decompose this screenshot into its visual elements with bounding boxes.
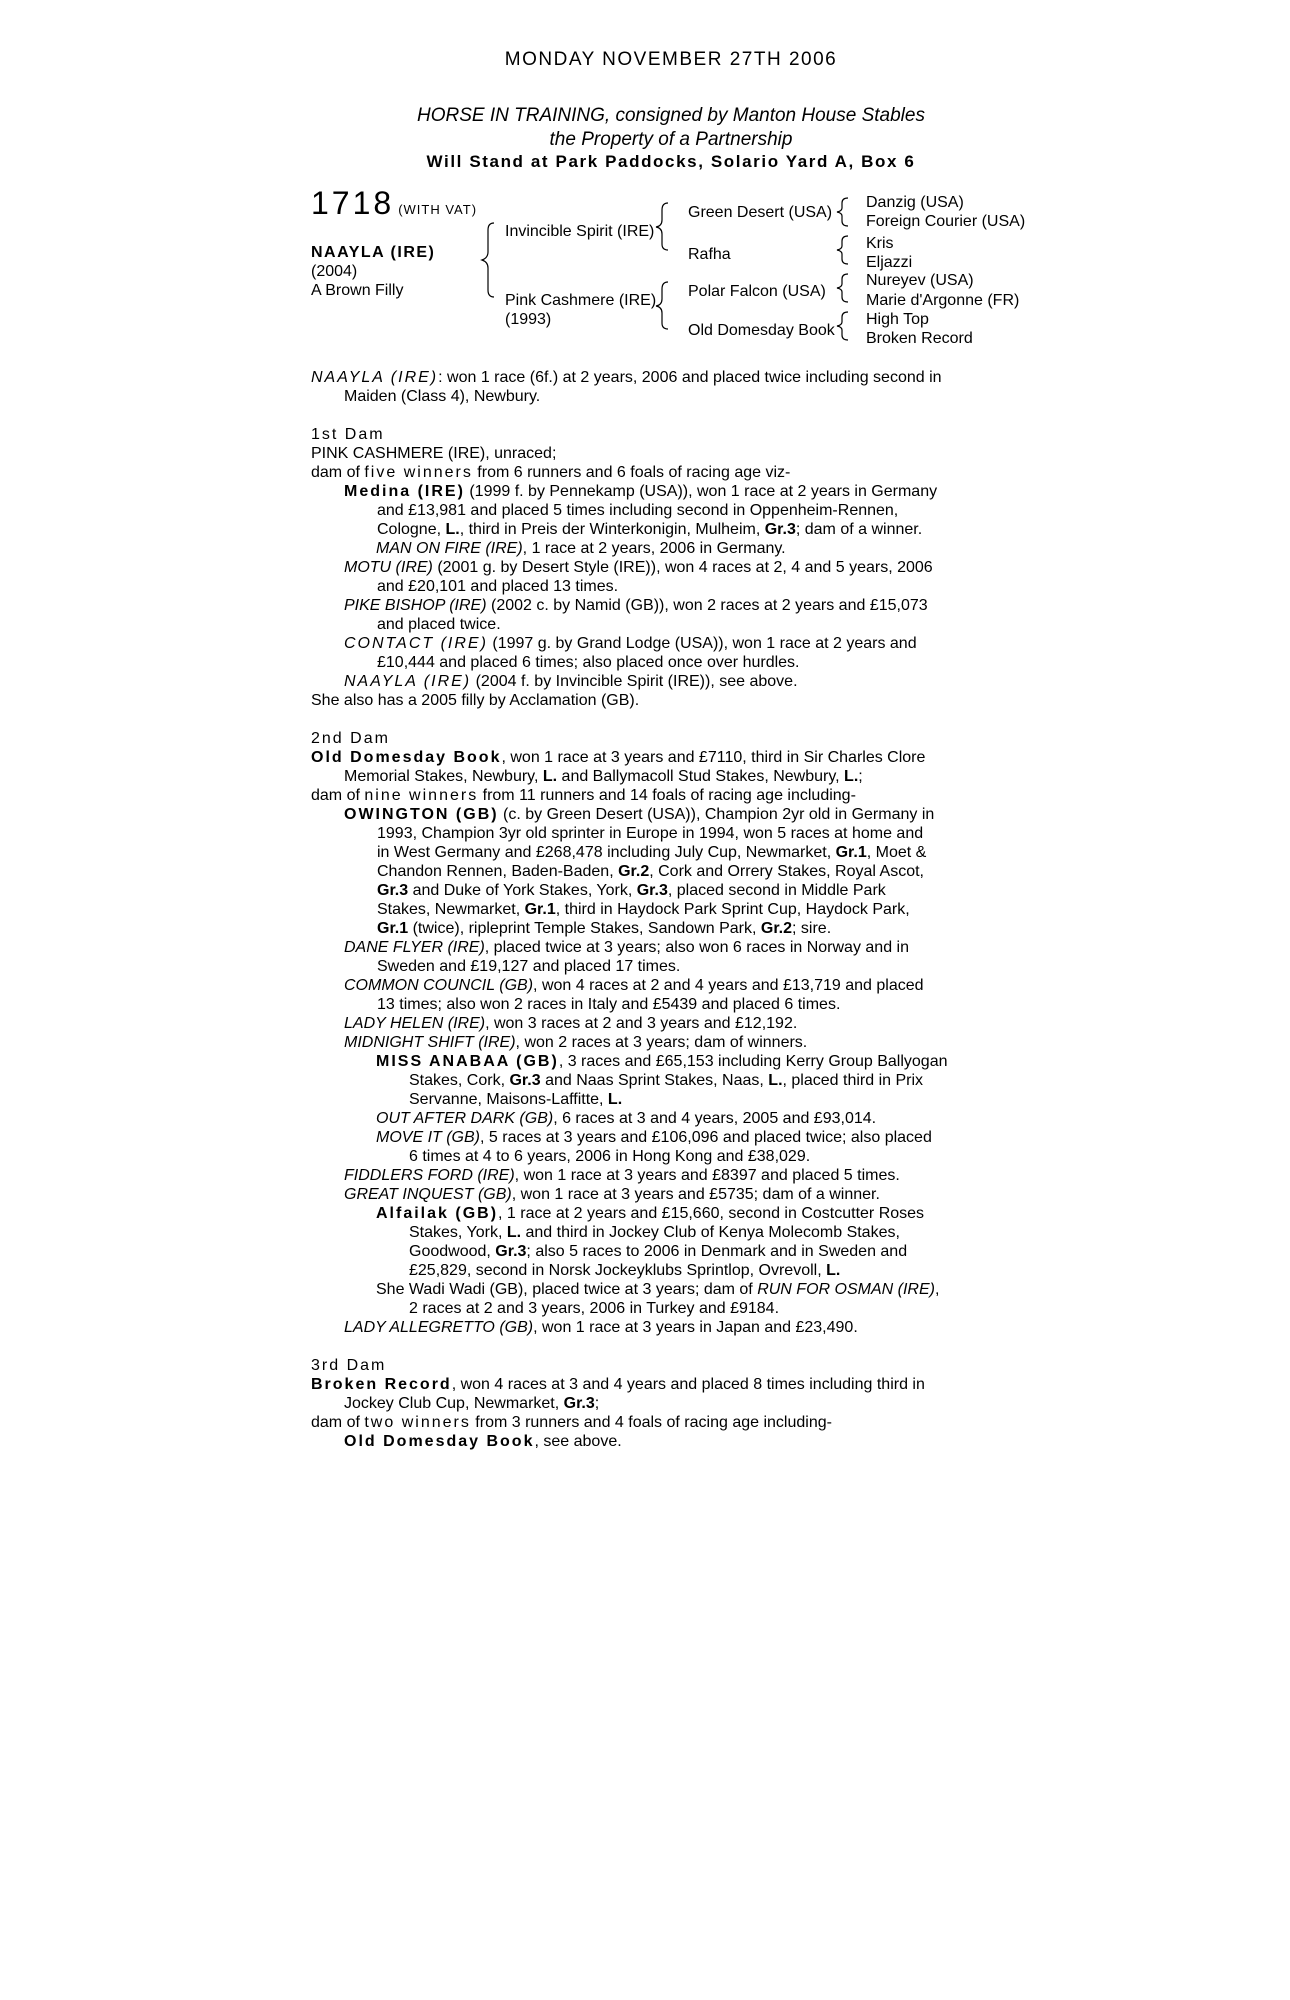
text: Memorial Stakes, Newbury, <box>344 768 543 785</box>
progeny-name: LADY ALLEGRETTO (GB) <box>344 1319 534 1336</box>
progeny-name: FIDDLERS FORD (IRE) <box>344 1167 515 1184</box>
text: She Wadi Wadi (GB), placed twice at 3 years; dam of <box>376 1281 758 1298</box>
progeny-contact <box>311 634 1031 672</box>
second-dam-heading: 2nd Dam <box>311 730 390 747</box>
pedigree-dam-year: (1993) <box>505 311 552 328</box>
pedigree-sire-sire: Green Desert (USA) <box>688 204 833 221</box>
progeny-man-on-fire <box>311 539 1031 558</box>
horse-name: NAAYLA (IRE) <box>311 244 436 261</box>
text: and Ballymacoll Stud Stakes, Newbury, <box>557 768 845 785</box>
progeny-name: RUN FOR OSMAN (IRE) <box>757 1281 935 1298</box>
progeny-name: OWINGTON (GB) <box>344 806 499 823</box>
progeny-great-inquest <box>311 1185 1031 1204</box>
winners-count: five winners <box>364 464 473 481</box>
consignor-line: HORSE IN TRAINING, consigned by Manton House Stables <box>417 105 925 126</box>
first-dam-record <box>311 463 1031 482</box>
text: (2001 g. by Desert Style (IRE)), won 4 races at 2, 4 and 5 years, 2006 <box>432 559 933 576</box>
text: Cologne, <box>377 521 446 538</box>
text: £25,829, second in Norsk Jockeyklubs Sprintlop, Ovrevoll, <box>409 1262 827 1279</box>
text: and Naas Sprint Stakes, Naas, <box>540 1072 769 1089</box>
summary-paragraph <box>311 368 1031 406</box>
text: , won 4 races at 2 and 4 years and £13,719 and placed <box>533 977 924 994</box>
text: and placed twice. <box>377 616 501 633</box>
text: dam of <box>311 464 365 481</box>
text: and £20,101 and placed 13 times. <box>377 578 619 595</box>
grade: L. <box>506 1224 522 1241</box>
text: (c. by Green Desert (USA)), Champion 2yr old in Germany in <box>498 806 935 823</box>
grade: Gr.3 <box>636 882 668 899</box>
progeny-name: DANE FLYER (IRE) <box>344 939 485 956</box>
summary-text: : won 1 race (6f.) at 2 years, 2006 and placed twice including second in <box>438 369 942 386</box>
progeny-wadi-wadi <box>311 1280 1031 1318</box>
vat-note: (WITH VAT) <box>398 202 478 217</box>
third-dam-produce <box>311 1413 1031 1432</box>
grade: Gr.3 <box>377 882 409 899</box>
text: (1997 g. by Grand Lodge (USA)), won 1 race at 2 years and <box>487 635 917 652</box>
text: ; dam of a winner. <box>795 521 923 538</box>
summary-horse-name: NAAYLA (IRE) <box>311 369 439 386</box>
progeny-medina <box>311 482 1031 539</box>
progeny-motu <box>311 558 1031 596</box>
text: Goodwood, <box>409 1243 496 1260</box>
text: (2004 f. by Invincible Spirit (IRE)), see above. <box>471 673 798 690</box>
grade: Gr.3 <box>509 1072 541 1089</box>
progeny-move-it <box>311 1128 1031 1166</box>
progeny-name: OUT AFTER DARK (GB) <box>376 1110 554 1127</box>
text: , Moet & <box>866 844 927 861</box>
text: £10,444 and placed 6 times; also placed once over hurdles. <box>377 654 800 671</box>
sale-date: MONDAY NOVEMBER 27TH 2006 <box>504 49 838 70</box>
second-dam-produce <box>311 786 1031 805</box>
text: dam of <box>311 787 365 804</box>
pedigree-dam-sire: Polar Falcon (USA) <box>688 283 826 300</box>
progeny-lady-allegretto <box>311 1318 1031 1337</box>
text: dam of <box>311 1414 365 1431</box>
first-dam-name: PINK CASHMERE (IRE), unraced; <box>311 445 557 462</box>
text: , <box>934 1281 940 1298</box>
text: ; also 5 races to 2006 in Denmark and in Sweden and <box>526 1243 908 1260</box>
grade: Gr.3 <box>563 1395 595 1412</box>
text: 6 times at 4 to 6 years, 2006 in Hong Kong and £38,029. <box>409 1148 811 1165</box>
text: , third in Preis der Winterkonigin, Mulheim, <box>459 521 765 538</box>
pedigree-ddd: Broken Record <box>866 330 973 347</box>
progeny-out-after-dark <box>311 1109 1031 1128</box>
progeny-name: LADY HELEN (IRE) <box>344 1015 486 1032</box>
horse-year: (2004) <box>311 263 358 280</box>
text: , placed third in Prix <box>782 1072 924 1089</box>
progeny-name: COMMON COUNCIL (GB) <box>344 977 534 994</box>
grade: Gr.1 <box>835 844 867 861</box>
progeny-name: Old Domesday Book <box>344 1433 535 1450</box>
text: Stakes, Newmarket, <box>377 901 525 918</box>
dam-name: Old Domesday Book <box>311 749 502 766</box>
winners-count: nine winners <box>364 787 479 804</box>
second-dam-record <box>311 748 1031 786</box>
text: , 5 races at 3 years and £106,096 and placed twice; also placed <box>480 1129 932 1146</box>
text: , 1 race at 2 years, 2006 in Germany. <box>522 540 786 557</box>
progeny-name: MIDNIGHT SHIFT (IRE) <box>344 1034 516 1051</box>
text: in West Germany and £268,478 including July Cup, Newmarket, <box>377 844 836 861</box>
third-dam-record <box>311 1375 1031 1413</box>
text: , won 1 race at 3 years in Japan and £23,490. <box>533 1319 858 1336</box>
text: Servanne, Maisons-Laffitte, <box>409 1091 608 1108</box>
progeny-dane-flyer <box>311 938 1031 976</box>
text: from 6 runners and 6 foals of racing age viz- <box>472 464 791 481</box>
grade: L. <box>445 521 460 538</box>
text: and £13,981 and placed 5 times including second in Oppenheim-Rennen, <box>377 502 899 519</box>
pedigree-dsd: Marie d'Argonne (FR) <box>866 292 1020 309</box>
text: ; <box>858 768 863 785</box>
text: Stakes, York, <box>409 1224 507 1241</box>
text: , won 4 races at 3 and 4 years and placed 8 times including third in <box>451 1376 925 1393</box>
text: 13 times; also won 2 races in Italy and £5439 and placed 6 times. <box>377 996 841 1013</box>
text: , placed second in Middle Park <box>667 882 886 899</box>
grade: L. <box>826 1262 841 1279</box>
progeny-naayla <box>311 672 1031 691</box>
pedigree-dam: Pink Cashmere (IRE) <box>505 292 657 309</box>
progeny-name: MAN ON FIRE (IRE) <box>376 540 523 557</box>
text: Jockey Club Cup, Newmarket, <box>344 1395 564 1412</box>
progeny-name: CONTACT (IRE) <box>344 635 488 652</box>
text: , see above. <box>534 1433 622 1450</box>
grade: Gr.3 <box>495 1243 527 1260</box>
pedigree-dam-dam: Old Domesday Book <box>688 322 835 339</box>
text: and Duke of York Stakes, York, <box>408 882 637 899</box>
grade: Gr.2 <box>618 863 650 880</box>
first-dam-heading: 1st Dam <box>311 426 385 443</box>
progeny-name: MISS ANABAA (GB) <box>376 1053 559 1070</box>
grade: Gr.1 <box>377 920 409 937</box>
progeny-owington <box>311 805 1031 938</box>
text: , 3 races and £65,153 including Kerry Group Ballyogan <box>558 1053 948 1070</box>
grade: L. <box>768 1072 783 1089</box>
winners-count: two winners <box>364 1414 471 1431</box>
text: and third in Jockey Club of Kenya Molecomb Stakes, <box>521 1224 900 1241</box>
progeny-name: MOVE IT (GB) <box>376 1129 480 1146</box>
catalogue-body <box>311 368 1031 1451</box>
horse-description: A Brown Filly <box>311 282 404 299</box>
grade: Gr.3 <box>764 521 796 538</box>
text: , won 3 races at 2 and 3 years and £12,192. <box>485 1015 798 1032</box>
progeny-name: NAAYLA (IRE) <box>344 673 472 690</box>
progeny-name: PIKE BISHOP (IRE) <box>344 597 487 614</box>
text: 1993, Champion 3yr old sprinter in Europe in 1994, won 5 races at home and <box>377 825 924 842</box>
progeny-name: GREAT INQUEST (GB) <box>344 1186 512 1203</box>
grade: Gr.1 <box>524 901 556 918</box>
pedigree-sdd: Eljazzi <box>866 254 913 271</box>
text: Stakes, Cork, <box>409 1072 510 1089</box>
progeny-alfailak <box>311 1204 1031 1280</box>
pedigree-sire-dam: Rafha <box>688 246 731 263</box>
stabling-location: Will Stand at Park Paddocks, Solario Yard A, Box 6 <box>426 152 916 171</box>
text: Sweden and £19,127 and placed 17 times. <box>377 958 681 975</box>
text: , won 1 race at 3 years and £8397 and placed 5 times. <box>514 1167 900 1184</box>
grade: L. <box>542 768 558 785</box>
text: ; sire. <box>792 920 832 937</box>
grade: Gr.2 <box>760 920 793 937</box>
first-dam-also: She also has a 2005 filly by Acclamation (GB). <box>311 692 640 709</box>
text: (2002 c. by Namid (GB)), won 2 races at 2 years and £15,073 <box>486 597 928 614</box>
progeny-miss-anabaa <box>311 1052 1031 1109</box>
pedigree-dds: High Top <box>866 311 929 328</box>
consignment-info <box>311 104 1031 152</box>
text: Chandon Rennen, Baden-Baden, <box>377 863 619 880</box>
progeny-lady-helen <box>311 1014 1031 1033</box>
pedigree-dss: Nureyev (USA) <box>866 272 974 289</box>
text: (twice), ripleprint Temple Stakes, Sandown Park, <box>408 920 761 937</box>
pedigree-sire: Invincible Spirit (IRE) <box>505 223 655 240</box>
pedigree-sss: Danzig (USA) <box>866 194 964 211</box>
text: (1999 f. by Pennekamp (USA)), won 1 race at 2 years in Germany <box>464 483 938 500</box>
text: , won 1 race at 3 years and £5735; dam of a winner. <box>511 1186 880 1203</box>
text: , third in Haydock Park Sprint Cup, Haydock Park, <box>555 901 910 918</box>
text: , Cork and Orrery Stakes, Royal Ascot, <box>649 863 924 880</box>
progeny-common-council <box>311 976 1031 1014</box>
text: , 1 race at 2 years and £15,660, second in Costcutter Roses <box>498 1205 925 1222</box>
text: , won 2 races at 3 years; dam of winners. <box>515 1034 808 1051</box>
text: , won 1 race at 3 years and £7110, third in Sir Charles Clore <box>501 749 926 766</box>
lot-number: 1718 <box>311 185 395 221</box>
progeny-fiddlers-ford <box>311 1166 1031 1185</box>
progeny-name: Medina (IRE) <box>344 483 465 500</box>
dam-name: Broken Record <box>311 1376 452 1393</box>
pedigree-ssd: Foreign Courier (USA) <box>866 213 1026 230</box>
progeny-old-domesday-book <box>311 1432 1031 1451</box>
text: , placed twice at 3 years; also won 6 races in Norway and in <box>484 939 909 956</box>
text: ; <box>594 1395 600 1412</box>
text: from 11 runners and 14 foals of racing age including- <box>478 787 856 804</box>
progeny-name: Alfailak (GB) <box>376 1205 499 1222</box>
progeny-pike-bishop <box>311 596 1031 634</box>
progeny-midnight-shift <box>311 1033 1031 1052</box>
text: from 3 runners and 4 foals of racing age including- <box>470 1414 832 1431</box>
third-dam-heading: 3rd Dam <box>311 1357 387 1374</box>
grade: L. <box>844 768 859 785</box>
grade: L. <box>607 1091 623 1108</box>
pedigree-sds: Kris <box>866 235 894 252</box>
text: 2 races at 2 and 3 years, 2006 in Turkey and £9184. <box>409 1300 780 1317</box>
text: , 6 races at 3 and 4 years, 2005 and £93,014. <box>553 1110 877 1127</box>
progeny-name: MOTU (IRE) <box>344 559 433 576</box>
summary-text-2: Maiden (Class 4), Newbury. <box>344 388 541 405</box>
property-line: the Property of a Partnership <box>549 129 793 150</box>
